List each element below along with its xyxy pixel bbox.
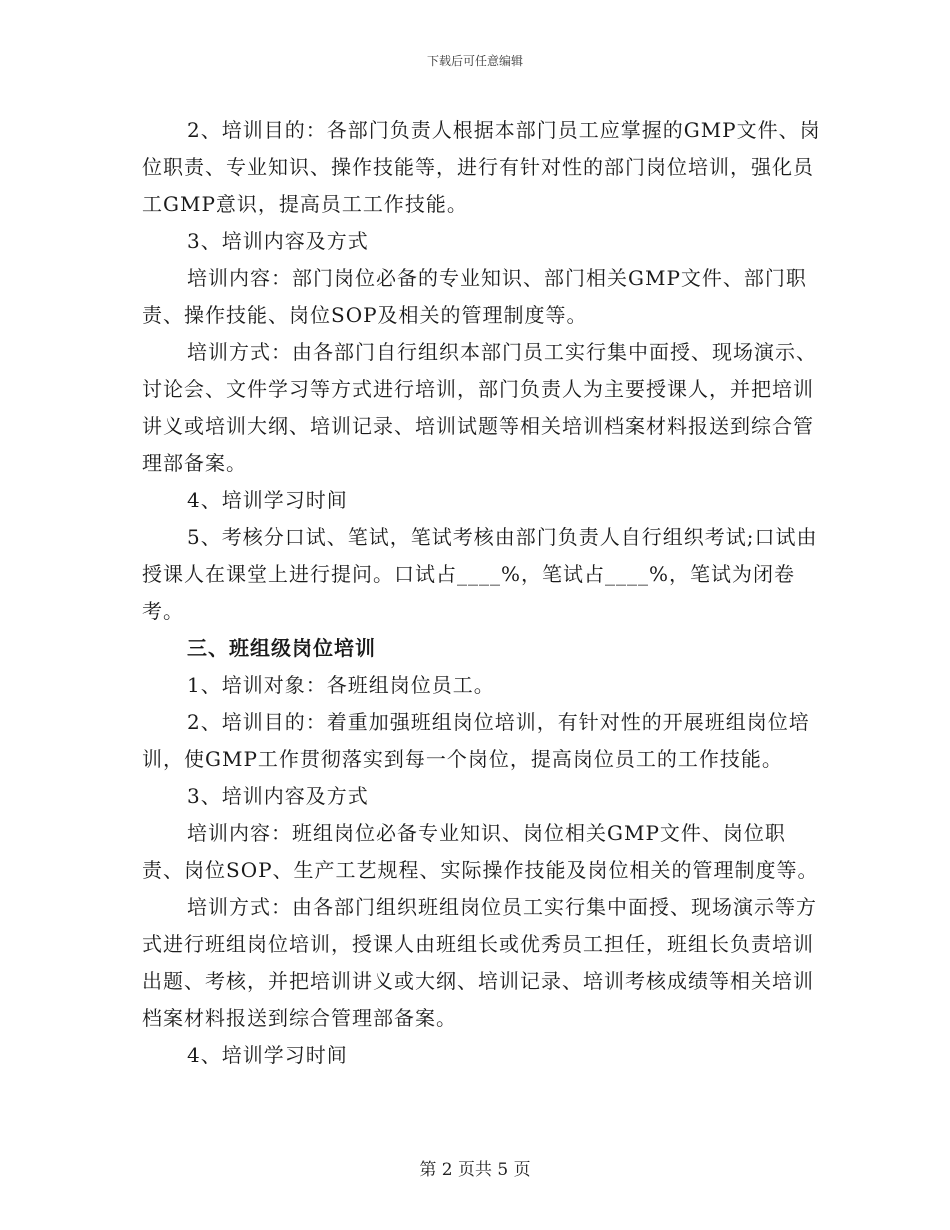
paragraph-team-training-method: 培训方式：由各部门组织班组岗位员工实行集中面授、现场演示等方式进行班组岗位培训，授课人由班组长或优秀员工担任，班组长负责培训出题、考核，并把培训讲义或大纲、培训记录、培训考核成绩等相关培训档案材料报送到综合管理部备案。 [142, 895, 817, 1030]
paragraph-dept-training-content: 培训内容：部门岗位必备的专业知识、部门相关GMP文件、部门职责、操作技能、岗位SOP及相关的管理制度等。 [142, 266, 807, 327]
paragraph-team-training-target: 1、培训对象：各班组岗位员工。 [187, 673, 495, 697]
paragraph-team-training-content-heading: 3、培训内容及方式 [187, 784, 369, 808]
paragraph-dept-training-content-heading: 3、培训内容及方式 [187, 229, 369, 253]
page-number: 第 2 页共 5 页 [419, 1160, 531, 1180]
paragraph-dept-assessment: 5、考核分口试、笔试，笔试考核由部门负责人自行组织考试;口试由授课人在课堂上进行提问。口试占____%，笔试占____%，笔试为闭卷考。 [142, 525, 818, 623]
paragraph-team-training-content: 培训内容：班组岗位必备专业知识、岗位相关GMP文件、岗位职责、岗位SOP、生产工艺规程、实际操作技能及岗位相关的管理制度等。 [142, 821, 819, 882]
paragraph-team-training-purpose: 2、培训目的：着重加强班组岗位培训，有针对性的开展班组岗位培训，使GMP工作贯彻落实到每一个岗位，提高岗位员工的工作技能。 [142, 710, 810, 771]
paragraph-team-training-time: 4、培训学习时间 [187, 1043, 348, 1067]
paragraph-dept-training-method: 培训方式：由各部门自行组织本部门员工实行集中面授、现场演示、讨论会、文件学习等方式进行培训，部门负责人为主要授课人，并把培训讲义或培训大纲、培训记录、培训试题等相关培训档案材料报送到综合管理部备案。 [142, 340, 817, 475]
page-header: 下载后可任意编辑 [426, 54, 523, 68]
paragraph-dept-training-time: 4、培训学习时间 [187, 488, 348, 512]
document-body [142, 112, 822, 1074]
paragraph-dept-training-purpose: 2、培训目的：各部门负责人根据本部门员工应掌握的GMP文件、岗位职责、专业知识、操作技能等，进行有针对性的部门岗位培训，强化员工GMP意识，提高员工工作技能。 [142, 118, 821, 216]
section-heading-team-training: 三、班组级岗位培训 [187, 636, 376, 660]
